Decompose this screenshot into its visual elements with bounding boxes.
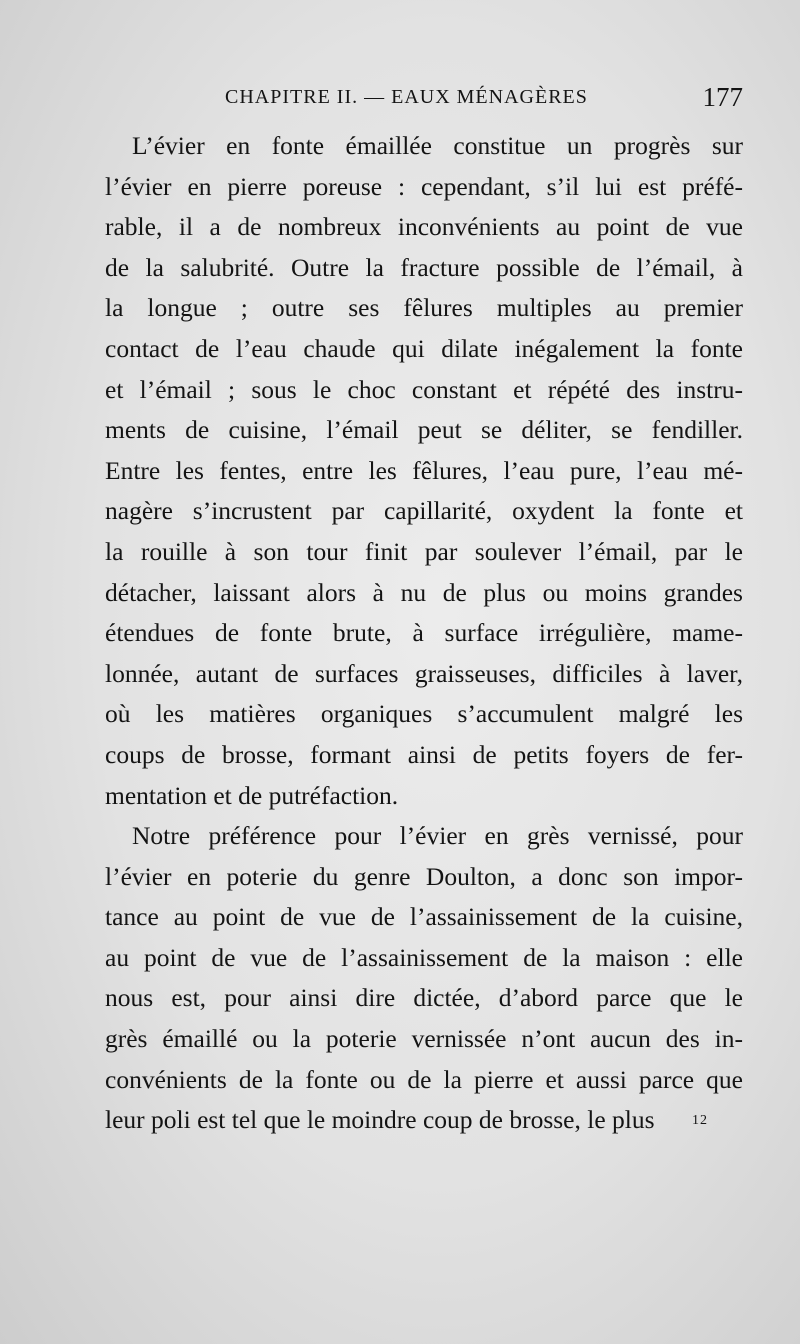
running-title: CHAPITRE II. — EAUX MÉNAGÈRES (225, 86, 588, 108)
text-line: ments de cuisine, l’émail peut se déliter, se fendiller. (105, 415, 743, 445)
page-number: 177 (702, 82, 743, 112)
paragraph (105, 126, 743, 816)
text-line: l’évier en pierre poreuse : cependant, s’il lui est préfé- (105, 171, 743, 201)
signature-mark: 12 (692, 1113, 708, 1128)
text-line: Entre les fentes, entre les fêlures, l’eau pure, l’eau mé- (105, 455, 743, 485)
text-line: la longue ; outre ses fêlures multiples au premier (105, 293, 743, 323)
text-line: tance au point de vue de l’assainissement de la cuisine, (105, 902, 743, 932)
text-line: grès émaillé ou la poterie vernissée n’ont aucun des in- (105, 1024, 743, 1054)
text-line: de la salubrité. Outre la fracture possible de l’émail, à (105, 252, 743, 282)
text-line: nous est, pour ainsi dire dictée, d’abord parce que le (105, 983, 743, 1013)
text-line: détacher, laissant alors à nu de plus ou moins grandes (105, 577, 743, 607)
text-line: convénients de la fonte ou de la pierre et aussi parce que (105, 1064, 743, 1094)
body-text (105, 126, 743, 1141)
text-line: l’évier en poterie du genre Doulton, a donc son impor- (105, 861, 743, 891)
text-line: au point de vue de l’assainissement de la maison : elle (105, 942, 743, 972)
text-line: Notre préférence pour l’évier en grès vernissé, pour (132, 821, 743, 851)
text-line: L’évier en fonte émaillée constitue un progrès sur (132, 131, 743, 160)
text-line: leur poli est tel que le moindre coup de brosse, le plus (105, 1105, 655, 1135)
text-line: mentation et de putréfaction. (105, 780, 399, 810)
text-line: la rouille à son tour finit par soulever l’émail, par le (105, 536, 743, 566)
text-line: où les matières organiques s’accumulent malgré les (105, 699, 743, 729)
text-line: rable, il a de nombreux inconvénients au point de vue (105, 212, 743, 242)
text-line: étendues de fonte brute, à surface irrégulière, mame- (105, 618, 743, 648)
page-header (105, 82, 743, 116)
text-line: contact de l’eau chaude qui dilate inégalement la fonte (105, 333, 743, 363)
paragraph (105, 816, 743, 1141)
text-line: et l’émail ; sous le choc constant et répété des instru- (105, 374, 743, 404)
text-line: coups de brosse, formant ainsi de petits foyers de fer- (105, 739, 743, 769)
text-line: nagère s’incrustent par capillarité, oxydent la fonte et (105, 496, 743, 526)
text-line: lonnée, autant de surfaces graisseuses, difficiles à laver, (105, 658, 743, 688)
